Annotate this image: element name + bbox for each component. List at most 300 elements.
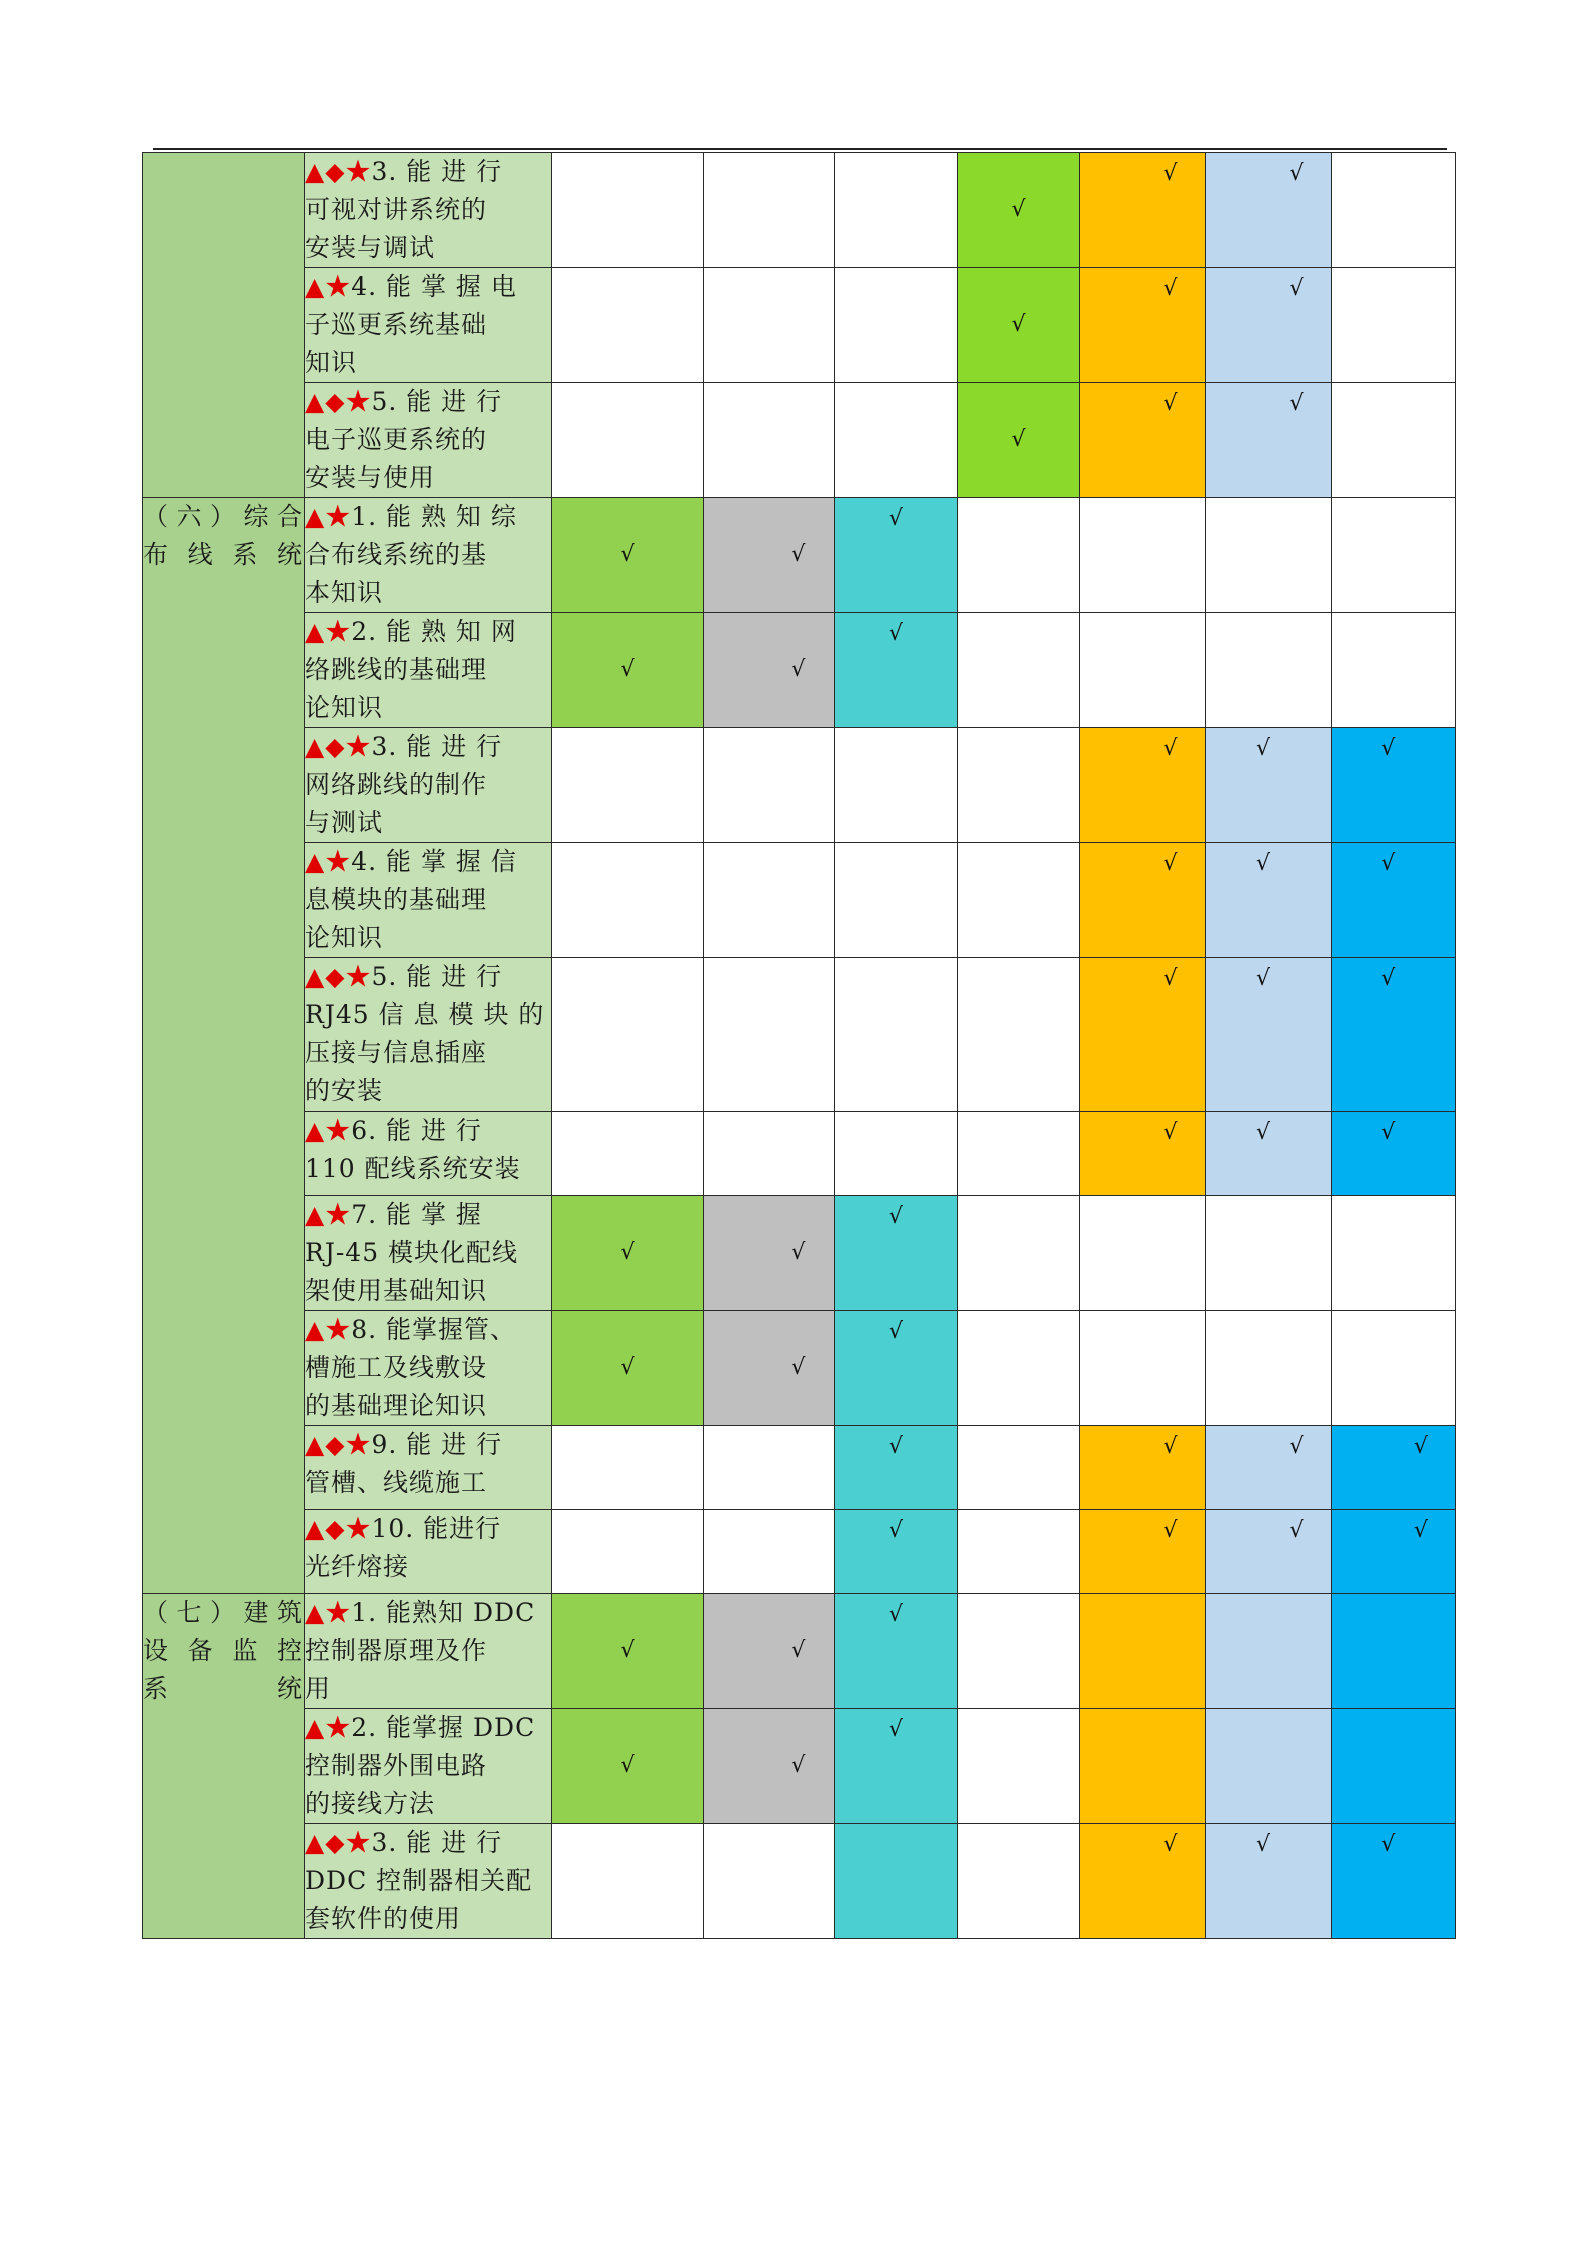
table-row (143, 1824, 1456, 1939)
check-cell-col-7 (1332, 1196, 1456, 1311)
competency-item-line (305, 1594, 551, 1632)
check-mark: √ (889, 1602, 904, 1627)
check-mark: √ (1163, 1120, 1178, 1145)
category-label-line: （七）建筑 (143, 1598, 304, 1627)
competency-item-text: 套软件的使用 (305, 1904, 462, 1933)
check-cell-col-6 (1206, 383, 1332, 498)
check-cell-col-5 (1080, 1824, 1206, 1939)
competency-item-text: 控制器原理及作 (305, 1636, 488, 1665)
check-cell-col-5 (1080, 1311, 1206, 1426)
check-cell-col-3 (835, 1311, 958, 1426)
competency-item-cell (305, 268, 552, 383)
check-cell-col-4 (958, 613, 1080, 728)
competency-item-text: 网络跳线的制作 (305, 770, 488, 799)
competency-item-text: 5. 能 进 行 (371, 387, 503, 416)
category-label-line: 布线系统 (143, 540, 304, 569)
check-cell-col-4 (958, 1510, 1080, 1594)
competency-item-text: 3. 能 进 行 (371, 732, 503, 761)
competency-item-text: 110 配线系统安装 (305, 1154, 521, 1183)
competency-item-line (305, 1150, 551, 1188)
check-mark: √ (889, 1319, 904, 1344)
check-cell-col-5 (1080, 1594, 1206, 1709)
check-cell-col-6 (1206, 1510, 1332, 1594)
competency-item-text: 1. 能 熟 知 综 (351, 502, 517, 531)
check-cell-col-5 (1080, 383, 1206, 498)
category-cell (143, 1594, 305, 1939)
competency-item-text: 安装与调试 (305, 233, 436, 262)
check-cell-col-5 (1080, 1112, 1206, 1196)
competency-item-text: 6. 能 进 行 (351, 1116, 482, 1145)
competency-item-line (305, 1464, 551, 1502)
check-cell-col-2 (704, 1112, 835, 1196)
check-cell-col-7 (1332, 1709, 1456, 1824)
check-cell-col-2 (704, 843, 835, 958)
competency-item-line (305, 1632, 551, 1670)
check-cell-col-6 (1206, 268, 1332, 383)
check-cell-col-6 (1206, 843, 1332, 958)
marker-symbols: ▲★ (305, 1116, 352, 1145)
competency-item-text: 8. 能掌握管、 (351, 1315, 517, 1344)
check-cell-col-2 (704, 268, 835, 383)
check-mark: √ (1163, 1518, 1178, 1543)
competency-item-text: 可视对讲系统的 (305, 195, 488, 224)
check-cell-col-4 (958, 498, 1080, 613)
check-cell-col-2 (704, 1824, 835, 1939)
marker-symbols: ▲★ (305, 1200, 352, 1229)
check-cell-col-7 (1332, 1594, 1456, 1709)
check-cell-col-6 (1206, 1824, 1332, 1939)
check-cell-col-7 (1332, 1824, 1456, 1939)
check-cell-col-1 (552, 1112, 704, 1196)
competency-item-line (305, 383, 551, 421)
marker-symbols: ▲◆★ (305, 962, 372, 991)
marker-symbols: ▲★ (305, 617, 352, 646)
check-cell-col-3 (835, 268, 958, 383)
competency-item-line (305, 191, 551, 229)
check-mark: √ (791, 1355, 806, 1380)
check-cell-col-2 (704, 1709, 835, 1824)
check-mark: √ (1163, 391, 1178, 416)
check-mark: √ (1256, 1120, 1271, 1145)
check-cell-col-6 (1206, 1594, 1332, 1709)
check-cell-col-6 (1206, 1426, 1332, 1510)
competency-item-line (305, 574, 551, 612)
check-cell-col-3 (835, 1510, 958, 1594)
check-mark: √ (620, 1753, 635, 1778)
competency-item-line (305, 1548, 551, 1586)
check-cell-col-1 (552, 1824, 704, 1939)
check-cell-col-7 (1332, 1112, 1456, 1196)
check-cell-col-4 (958, 1426, 1080, 1510)
marker-symbols: ▲◆★ (305, 1514, 372, 1543)
check-mark: √ (889, 621, 904, 646)
competency-item-line (305, 651, 551, 689)
check-cell-col-5 (1080, 613, 1206, 728)
competency-item-text: 控制器外围电路 (305, 1751, 488, 1780)
check-mark: √ (791, 1753, 806, 1778)
competency-item-cell (305, 1709, 552, 1824)
check-cell-col-1 (552, 498, 704, 613)
competency-item-cell (305, 1426, 552, 1510)
table-row (143, 383, 1456, 498)
check-mark: √ (1011, 427, 1026, 452)
check-mark: √ (1163, 736, 1178, 761)
check-mark: √ (1381, 1120, 1396, 1145)
competency-item-line (305, 153, 551, 191)
competency-item-cell (305, 613, 552, 728)
check-cell-col-6 (1206, 498, 1332, 613)
category-cell (143, 498, 305, 1594)
marker-symbols: ▲◆★ (305, 157, 372, 186)
competency-item-line (305, 1900, 551, 1938)
check-cell-col-7 (1332, 383, 1456, 498)
table-row (143, 1510, 1456, 1594)
check-mark: √ (889, 1717, 904, 1742)
check-cell-col-2 (704, 498, 835, 613)
check-cell-col-7 (1332, 498, 1456, 613)
competency-item-line (305, 766, 551, 804)
check-cell-col-3 (835, 1112, 958, 1196)
competency-item-cell (305, 843, 552, 958)
category-cell (143, 153, 305, 498)
competency-item-text: 槽施工及线敷设 (305, 1353, 488, 1382)
check-cell-col-7 (1332, 153, 1456, 268)
marker-symbols: ▲★ (305, 502, 352, 531)
category-label-line: （六）综合 (143, 502, 304, 531)
competency-item-line (305, 1072, 551, 1110)
competency-item-text: 电子巡更系统的 (305, 425, 488, 454)
competency-item-line (305, 1709, 551, 1747)
check-cell-col-2 (704, 958, 835, 1112)
check-cell-col-2 (704, 613, 835, 728)
competency-item-cell (305, 728, 552, 843)
check-cell-col-4 (958, 153, 1080, 268)
check-cell-col-2 (704, 1426, 835, 1510)
check-cell-col-2 (704, 728, 835, 843)
check-mark: √ (1289, 276, 1304, 301)
category-label-line (143, 191, 304, 229)
competency-item-line (305, 1785, 551, 1823)
check-cell-col-5 (1080, 1709, 1206, 1824)
check-cell-col-3 (835, 958, 958, 1112)
check-cell-col-5 (1080, 498, 1206, 613)
header-rule (153, 148, 1447, 150)
competency-item-line (305, 1387, 551, 1425)
competency-item-line (305, 919, 551, 957)
check-cell-col-6 (1206, 1709, 1332, 1824)
competency-item-cell (305, 1824, 552, 1939)
marker-symbols: ▲◆★ (305, 732, 372, 761)
check-cell-col-7 (1332, 1426, 1456, 1510)
check-mark: √ (1289, 391, 1304, 416)
competency-item-line (305, 996, 551, 1034)
check-mark: √ (1289, 161, 1304, 186)
check-cell-col-7 (1332, 1510, 1456, 1594)
check-cell-col-5 (1080, 1426, 1206, 1510)
competency-item-line (305, 804, 551, 842)
check-cell-col-5 (1080, 1196, 1206, 1311)
competency-item-line (305, 306, 551, 344)
check-mark: √ (1163, 161, 1178, 186)
competency-item-text: 3. 能 进 行 (371, 1828, 503, 1857)
check-cell-col-3 (835, 1709, 958, 1824)
check-mark: √ (1163, 276, 1178, 301)
competency-item-text: 7. 能 掌 握 (351, 1200, 482, 1229)
check-cell-col-5 (1080, 843, 1206, 958)
competency-item-line (305, 728, 551, 766)
competency-item-text: 5. 能 进 行 (371, 962, 503, 991)
category-label-line: 设 备 监 控 (143, 1636, 304, 1665)
table-row (143, 1594, 1456, 1709)
check-cell-col-3 (835, 498, 958, 613)
check-cell-col-3 (835, 613, 958, 728)
check-cell-col-4 (958, 1594, 1080, 1709)
check-cell-col-1 (552, 1426, 704, 1510)
marker-symbols: ▲◆★ (305, 1430, 372, 1459)
check-cell-col-3 (835, 383, 958, 498)
check-cell-col-1 (552, 1594, 704, 1709)
check-cell-col-5 (1080, 268, 1206, 383)
competency-item-cell (305, 1196, 552, 1311)
table-row (143, 1709, 1456, 1824)
competency-item-line (305, 1311, 551, 1349)
competency-item-line (305, 958, 551, 996)
check-mark: √ (620, 1240, 635, 1265)
check-cell-col-5 (1080, 153, 1206, 268)
marker-symbols: ▲★ (305, 1713, 352, 1742)
table-row (143, 1196, 1456, 1311)
check-cell-col-7 (1332, 268, 1456, 383)
check-cell-col-4 (958, 1112, 1080, 1196)
check-cell-col-5 (1080, 1510, 1206, 1594)
competency-item-line (305, 1747, 551, 1785)
check-cell-col-6 (1206, 153, 1332, 268)
competency-item-text: RJ45 信 息 模 块 的 (305, 1000, 545, 1029)
check-cell-col-6 (1206, 728, 1332, 843)
competency-item-line (305, 881, 551, 919)
competency-item-line (305, 1196, 551, 1234)
check-mark: √ (620, 657, 635, 682)
check-cell-col-4 (958, 1196, 1080, 1311)
check-mark: √ (1256, 1832, 1271, 1857)
check-mark: √ (1163, 966, 1178, 991)
table-row (143, 1311, 1456, 1426)
check-mark: √ (791, 1638, 806, 1663)
table-row (143, 153, 1456, 268)
competency-item-line (305, 1034, 551, 1072)
check-mark: √ (1011, 312, 1026, 337)
competency-item-line (305, 1349, 551, 1387)
competency-item-cell (305, 153, 552, 268)
competency-item-text: 论知识 (305, 693, 384, 722)
competency-item-line (305, 344, 551, 382)
competency-item-line (305, 613, 551, 651)
check-cell-col-2 (704, 1196, 835, 1311)
marker-symbols: ▲★ (305, 847, 352, 876)
check-cell-col-6 (1206, 1112, 1332, 1196)
competency-table (142, 152, 1456, 1939)
competency-item-text: 子巡更系统基础 (305, 310, 488, 339)
check-mark: √ (1381, 851, 1396, 876)
competency-item-text: 的接线方法 (305, 1789, 436, 1818)
check-cell-col-7 (1332, 843, 1456, 958)
marker-symbols: ▲◆★ (305, 1828, 372, 1857)
check-cell-col-1 (552, 153, 704, 268)
competency-item-cell (305, 1594, 552, 1709)
check-mark: √ (1289, 1518, 1304, 1543)
competency-item-text: 10. 能进行 (371, 1514, 502, 1543)
check-cell-col-2 (704, 383, 835, 498)
competency-item-line (305, 1112, 551, 1150)
check-cell-col-1 (552, 1196, 704, 1311)
competency-item-text: RJ-45 模块化配线 (305, 1238, 519, 1267)
check-cell-col-4 (958, 383, 1080, 498)
competency-item-line (305, 1426, 551, 1464)
check-cell-col-1 (552, 843, 704, 958)
check-cell-col-4 (958, 958, 1080, 1112)
check-cell-col-1 (552, 383, 704, 498)
table-row (143, 843, 1456, 958)
check-cell-col-1 (552, 268, 704, 383)
table-row (143, 268, 1456, 383)
check-cell-col-2 (704, 1510, 835, 1594)
check-cell-col-4 (958, 268, 1080, 383)
competency-item-line (305, 1670, 551, 1708)
competency-item-text: 论知识 (305, 923, 384, 952)
check-mark: √ (889, 1518, 904, 1543)
check-cell-col-1 (552, 958, 704, 1112)
marker-symbols: ▲◆★ (305, 387, 372, 416)
check-mark: √ (620, 1638, 635, 1663)
category-label-line (143, 153, 304, 191)
check-cell-col-3 (835, 728, 958, 843)
table-row (143, 1112, 1456, 1196)
competency-item-line (305, 536, 551, 574)
check-cell-col-1 (552, 1510, 704, 1594)
check-mark: √ (1381, 736, 1396, 761)
check-cell-col-2 (704, 153, 835, 268)
check-cell-col-2 (704, 1311, 835, 1426)
competency-item-text: 3. 能 进 行 (371, 157, 503, 186)
competency-item-cell (305, 383, 552, 498)
check-mark: √ (1381, 966, 1396, 991)
check-mark: √ (1163, 1832, 1178, 1857)
competency-item-cell (305, 1112, 552, 1196)
competency-item-cell (305, 1510, 552, 1594)
check-cell-col-3 (835, 1196, 958, 1311)
check-cell-col-7 (1332, 613, 1456, 728)
competency-item-text: 管槽、线缆施工 (305, 1468, 488, 1497)
check-mark: √ (1256, 966, 1271, 991)
competency-item-text: 2. 能掌握 DDC (351, 1713, 536, 1742)
competency-item-line (305, 689, 551, 727)
check-cell-col-6 (1206, 1311, 1332, 1426)
competency-item-text: 知识 (305, 348, 358, 377)
check-cell-col-4 (958, 1709, 1080, 1824)
competency-item-line (305, 268, 551, 306)
competency-item-text: 的基础理论知识 (305, 1391, 488, 1420)
check-cell-col-7 (1332, 958, 1456, 1112)
competency-item-line (305, 229, 551, 267)
competency-item-line (305, 1862, 551, 1900)
competency-item-text: 用 (305, 1674, 332, 1703)
competency-item-text: 2. 能 熟 知 网 (351, 617, 517, 646)
check-mark: √ (791, 1240, 806, 1265)
competency-item-text: 架使用基础知识 (305, 1276, 488, 1305)
competency-item-line (305, 1272, 551, 1310)
check-mark: √ (791, 542, 806, 567)
check-cell-col-3 (835, 1426, 958, 1510)
check-cell-col-1 (552, 1311, 704, 1426)
competency-item-text: DDC 控制器相关配 (305, 1866, 533, 1895)
check-cell-col-4 (958, 728, 1080, 843)
competency-item-line (305, 421, 551, 459)
check-cell-col-3 (835, 1594, 958, 1709)
category-label-line: 系统 (143, 1674, 304, 1703)
competency-item-text: 9. 能 进 行 (371, 1430, 503, 1459)
check-mark: √ (1289, 1434, 1304, 1459)
check-cell-col-6 (1206, 613, 1332, 728)
check-mark: √ (1256, 736, 1271, 761)
competency-item-text: 光纤熔接 (305, 1552, 410, 1581)
check-mark: √ (1413, 1518, 1428, 1543)
check-cell-col-3 (835, 153, 958, 268)
table-row (143, 498, 1456, 613)
competency-item-cell (305, 498, 552, 613)
competency-item-line (305, 843, 551, 881)
table-row (143, 958, 1456, 1112)
competency-item-text: 络跳线的基础理 (305, 655, 488, 684)
check-cell-col-3 (835, 1824, 958, 1939)
check-cell-col-5 (1080, 728, 1206, 843)
competency-item-text: 4. 能 掌 握 电 (351, 272, 517, 301)
competency-item-cell (305, 958, 552, 1112)
check-cell-col-4 (958, 1311, 1080, 1426)
competency-item-text: 压接与信息插座 (305, 1038, 488, 1067)
competency-item-cell (305, 1311, 552, 1426)
check-mark: √ (1011, 197, 1026, 222)
competency-item-text: 4. 能 掌 握 信 (351, 847, 517, 876)
competency-item-line (305, 1510, 551, 1548)
check-cell-col-6 (1206, 1196, 1332, 1311)
check-mark: √ (1163, 851, 1178, 876)
competency-item-line (305, 498, 551, 536)
check-cell-col-7 (1332, 1311, 1456, 1426)
check-cell-col-4 (958, 843, 1080, 958)
table-row (143, 613, 1456, 728)
check-cell-col-4 (958, 1824, 1080, 1939)
check-mark: √ (1381, 1832, 1396, 1857)
competency-item-text: 合布线系统的基 (305, 540, 488, 569)
check-mark: √ (1163, 1434, 1178, 1459)
check-mark: √ (620, 542, 635, 567)
table-row (143, 1426, 1456, 1510)
check-mark: √ (1413, 1434, 1428, 1459)
check-cell-col-1 (552, 1709, 704, 1824)
check-cell-col-1 (552, 728, 704, 843)
competency-item-text: 与测试 (305, 808, 384, 837)
check-cell-col-3 (835, 843, 958, 958)
table-row (143, 728, 1456, 843)
marker-symbols: ▲★ (305, 1315, 352, 1344)
competency-item-line (305, 459, 551, 497)
check-cell-col-7 (1332, 728, 1456, 843)
marker-symbols: ▲★ (305, 272, 352, 301)
marker-symbols: ▲★ (305, 1598, 352, 1627)
check-mark: √ (889, 1204, 904, 1229)
check-mark: √ (1256, 851, 1271, 876)
check-cell-col-5 (1080, 958, 1206, 1112)
